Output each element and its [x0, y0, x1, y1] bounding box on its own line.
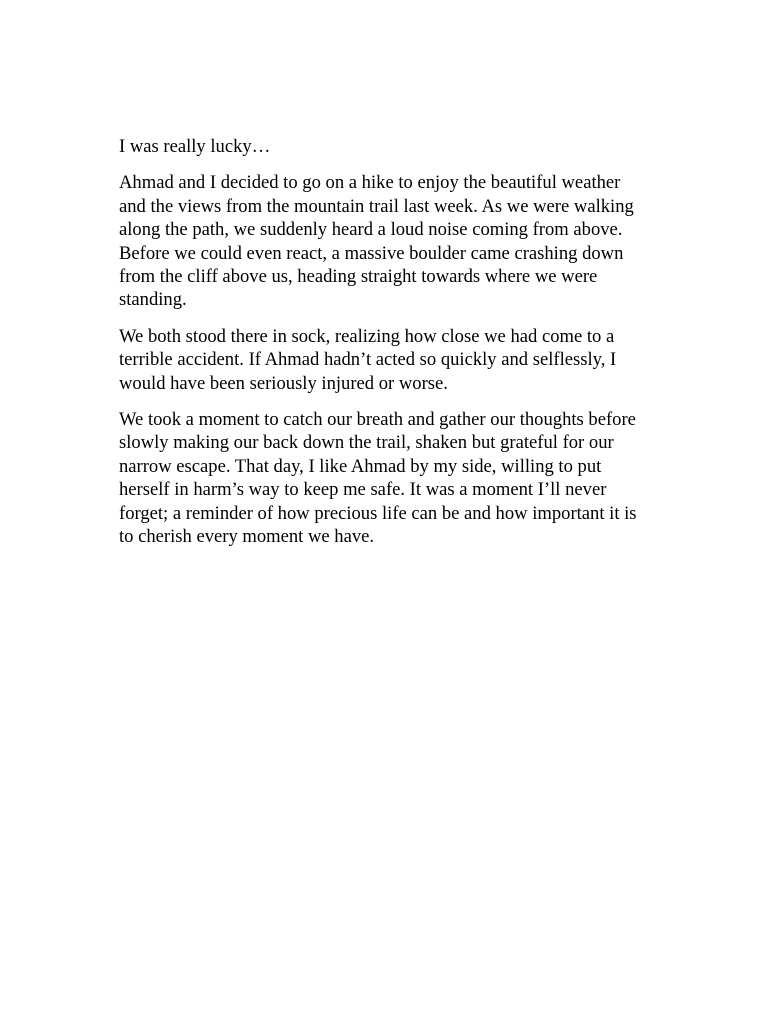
document-heading-line: I was really lucky…: [119, 136, 271, 157]
paragraph-hike: Ahmad and I decided to go on a hike to enjoy the beautiful weather and the views from the mountain trail last week. As we were walking along the path, we suddenly heard a loud noise coming from above. Before we could even react, a massive boulder came crashing down from the cliff above us, heading straight towards where we were standing.: [119, 172, 634, 311]
paragraph-reflection: We took a moment to catch our breath and gather our thoughts before slowly making our back down the trail, shaken but grateful for our narrow escape. That day, I like Ahmad by my side, willing to put herself in harm’s way to keep me safe. It was a moment I’ll never forget; a reminder of how precious life can be and how important it is to cherish every moment we have.: [119, 409, 637, 548]
paragraph-shock: We both stood there in sock, realizing how close we had come to a terrible accident. If Ahmad hadn’t acted so quickly and selflessly, I would have been seriously injured or worse.: [119, 325, 617, 394]
document-body: [119, 135, 639, 562]
